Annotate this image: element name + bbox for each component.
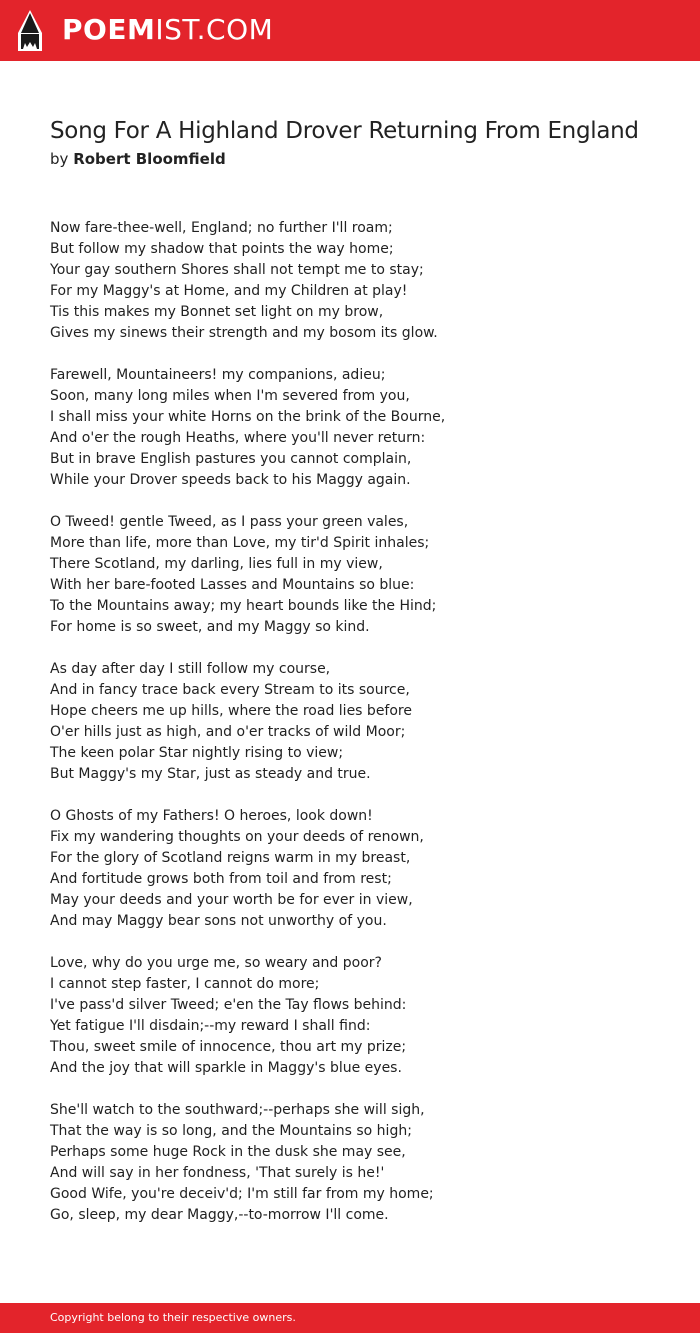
copyright-text: Copyright belong to their respective owners.: [50, 1311, 296, 1324]
brand-bold: POEM: [62, 13, 156, 46]
poem-line: Soon, many long miles when I'm severed from you,: [50, 388, 410, 404]
poem-line: With her bare-footed Lasses and Mountains so blue:: [50, 577, 415, 593]
poem-line: Love, why do you urge me, so weary and poor?: [50, 955, 382, 971]
poem-line: I've pass'd silver Tweed; e'en the Tay flows behind:: [50, 997, 407, 1013]
poem-line: Yet fatigue I'll disdain;--my reward I shall find:: [50, 1018, 371, 1034]
poem-line: And o'er the rough Heaths, where you'll never return:: [50, 430, 426, 446]
poem-line: Thou, sweet smile of innocence, thou art my prize;: [50, 1039, 407, 1055]
poem-line: More than life, more than Love, my tir'd Spirit inhales;: [50, 535, 430, 551]
poem-line: That the way is so long, and the Mountains so high;: [50, 1123, 412, 1139]
poem-line: And will say in her fondness, 'That surely is he!': [50, 1165, 385, 1181]
poem-line: But in brave English pastures you cannot complain,: [50, 451, 412, 467]
poem-line: There Scotland, my darling, lies full in my view,: [50, 556, 383, 572]
poem-line: The keen polar Star nightly rising to view;: [50, 745, 344, 761]
poem-line: I shall miss your white Horns on the brink of the Bourne,: [50, 409, 446, 425]
poem-line: And the joy that will sparkle in Maggy's blue eyes.: [50, 1060, 402, 1076]
poem-line: For the glory of Scotland reigns warm in my breast,: [50, 850, 411, 866]
site-footer: [0, 1303, 700, 1333]
byline: [50, 148, 226, 170]
poem-line: O'er hills just as high, and o'er tracks of wild Moor;: [50, 724, 406, 740]
poem-line: As day after day I still follow my course,: [50, 661, 331, 677]
poem-line: Tis this makes my Bonnet set light on my brow,: [50, 304, 384, 320]
stanza: [50, 806, 670, 932]
poem-line: O Tweed! gentle Tweed, as I pass your green vales,: [50, 514, 409, 530]
site-logo[interactable]: [62, 12, 273, 48]
poem-line: Perhaps some huge Rock in the dusk she may see,: [50, 1144, 406, 1160]
site-header: [0, 0, 700, 61]
poem-line: And may Maggy bear sons not unworthy of you.: [50, 913, 387, 929]
stanza: [50, 365, 670, 491]
stanza: [50, 218, 670, 344]
poem-line: O Ghosts of my Fathers! O heroes, look down!: [50, 808, 373, 824]
poem-line: Farewell, Mountaineers! my companions, adieu;: [50, 367, 386, 383]
poem-line: For home is so sweet, and my Maggy so kind.: [50, 619, 370, 635]
poem-title: Song For A Highland Drover Returning From England: [50, 118, 639, 144]
poem-line: To the Mountains away; my heart bounds like the Hind;: [50, 598, 437, 614]
poem-line: Gives my sinews their strength and my bosom its glow.: [50, 325, 438, 341]
poem-line: She'll watch to the southward;--perhaps she will sigh,: [50, 1102, 425, 1118]
poem-line: And fortitude grows both from toil and from rest;: [50, 871, 392, 887]
poem-line: Your gay southern Shores shall not tempt me to stay;: [50, 262, 424, 278]
poem-line: And in fancy trace back every Stream to its source,: [50, 682, 410, 698]
poem-line: I cannot step faster, I cannot do more;: [50, 976, 320, 992]
stanza: [50, 659, 670, 785]
brand-light: IST.COM: [155, 13, 274, 46]
poem-line: Go, sleep, my dear Maggy,--to-morrow I'll come.: [50, 1207, 389, 1223]
poem-line: May your deeds and your worth be for ever in view,: [50, 892, 413, 908]
pen-nib-icon[interactable]: [17, 9, 43, 52]
poem-line: For my Maggy's at Home, and my Children at play!: [50, 283, 408, 299]
poem-body: [50, 218, 670, 1247]
poem-line: While your Drover speeds back to his Maggy again.: [50, 472, 411, 488]
poem-line: Fix my wandering thoughts on your deeds of renown,: [50, 829, 424, 845]
stanza: [50, 512, 670, 638]
poem-line: Hope cheers me up hills, where the road lies before: [50, 703, 412, 719]
stanza: [50, 953, 670, 1079]
poem-line: Good Wife, you're deceiv'd; I'm still far from my home;: [50, 1186, 434, 1202]
by-prefix: by: [50, 150, 69, 168]
stanza: [50, 1100, 670, 1226]
author-name[interactable]: Robert Bloomfield: [73, 150, 226, 168]
poem-line: Now fare-thee-well, England; no further I'll roam;: [50, 220, 393, 236]
poem-line: But Maggy's my Star, just as steady and true.: [50, 766, 371, 782]
poem-line: But follow my shadow that points the way home;: [50, 241, 394, 257]
